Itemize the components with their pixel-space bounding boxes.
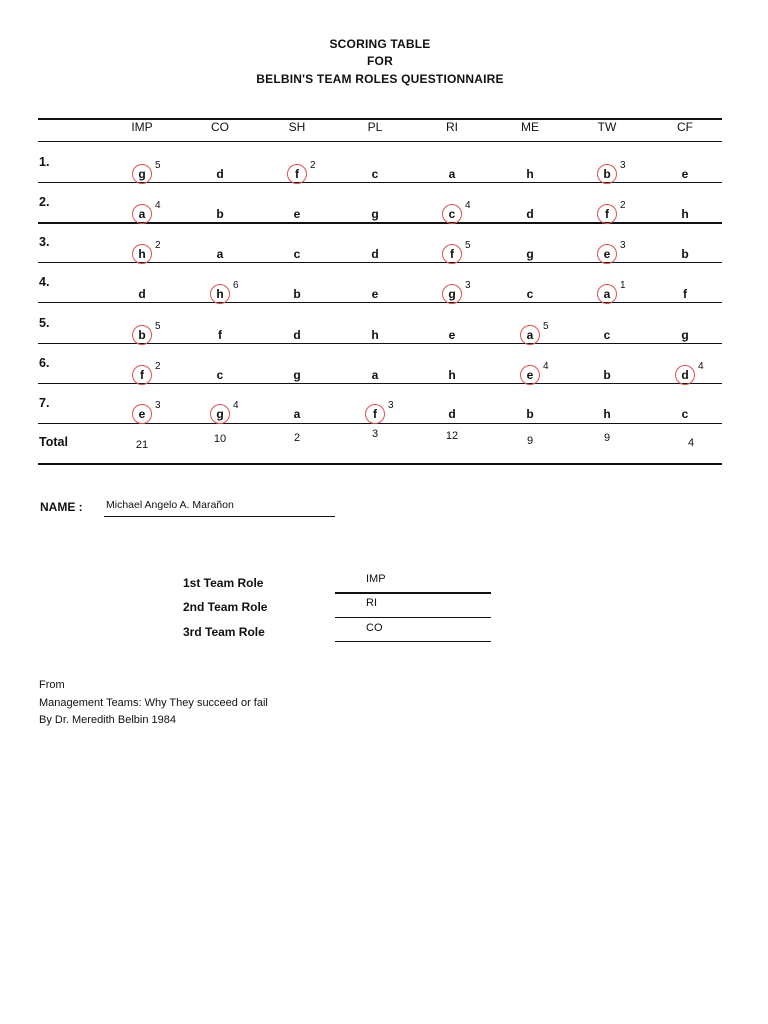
answer-letter: g xyxy=(681,328,689,342)
team-role-2-line xyxy=(335,617,491,618)
answer-cell xyxy=(441,280,471,304)
answer-letter: e xyxy=(526,368,534,382)
points-allocated: 1 xyxy=(620,280,626,291)
answer-letter: c xyxy=(603,328,611,342)
column-header-tw: TW xyxy=(597,120,617,134)
answer-cell xyxy=(441,325,471,345)
answer-letter: h xyxy=(681,207,689,221)
answer-cell xyxy=(131,361,161,385)
answer-cell xyxy=(209,365,239,385)
answer-cell xyxy=(441,365,471,385)
team-role-3-line xyxy=(335,641,491,642)
answer-cell xyxy=(209,204,239,224)
answer-cell xyxy=(674,244,704,264)
column-header-sh: SH xyxy=(288,120,306,134)
answer-letter: h xyxy=(448,368,456,382)
team-role-2-value: RI xyxy=(366,597,377,609)
answer-letter: e xyxy=(603,247,611,261)
points-allocated: 4 xyxy=(155,200,161,211)
column-header-co: CO xyxy=(211,120,229,134)
answer-letter: f xyxy=(373,407,377,421)
answer-letter: e xyxy=(138,407,146,421)
title-line-3: BELBIN'S TEAM ROLES QUESTIONNAIRE xyxy=(256,72,504,86)
answer-letter: g xyxy=(371,207,379,221)
table-rule-1 xyxy=(38,141,722,142)
team-role-3-label: 3rd Team Role xyxy=(183,625,265,639)
answer-letter: h xyxy=(526,167,534,181)
answer-letter: a xyxy=(216,247,224,261)
answer-letter: g xyxy=(293,368,301,382)
answer-letter: f xyxy=(140,368,144,382)
answer-cell xyxy=(519,204,549,224)
answer-letter: b xyxy=(293,287,301,301)
answer-cell xyxy=(286,160,316,184)
answer-cell xyxy=(519,404,549,424)
points-allocated: 5 xyxy=(155,321,161,332)
points-allocated: 3 xyxy=(620,160,626,171)
total-value-tw: 9 xyxy=(603,432,611,444)
answer-letter: d xyxy=(448,407,456,421)
name-label: NAME : xyxy=(40,500,83,514)
answer-letter: f xyxy=(450,247,454,261)
total-value-sh: 2 xyxy=(293,432,301,444)
answer-cell xyxy=(674,325,704,345)
answer-cell xyxy=(131,321,161,345)
answer-letter: a xyxy=(293,407,301,421)
row-number: 4. xyxy=(39,275,50,289)
answer-cell xyxy=(596,240,626,264)
answer-cell xyxy=(364,284,394,304)
team-role-1-line xyxy=(335,592,491,594)
source-line-2: Management Teams: Why They succeed or fail xyxy=(39,697,268,709)
answer-cell xyxy=(286,365,316,385)
answer-letter: d xyxy=(681,368,689,382)
title-line-2: FOR xyxy=(367,54,393,68)
answer-letter: d xyxy=(293,328,301,342)
answer-letter: e xyxy=(448,328,456,342)
points-allocated: 2 xyxy=(155,240,161,251)
points-allocated: 5 xyxy=(543,321,549,332)
answer-cell xyxy=(441,164,471,184)
answer-letter: f xyxy=(605,207,609,221)
answer-letter: b xyxy=(603,167,611,181)
answer-letter: h xyxy=(138,247,146,261)
answer-cell xyxy=(131,240,161,264)
answer-cell xyxy=(674,164,704,184)
answer-cell xyxy=(131,160,161,184)
total-value-cf: 4 xyxy=(687,437,695,449)
answer-cell xyxy=(209,244,239,264)
answer-cell xyxy=(519,164,549,184)
team-role-3-value: CO xyxy=(366,622,383,634)
answer-cell xyxy=(209,400,239,424)
answer-letter: b xyxy=(526,407,534,421)
row-number: 5. xyxy=(39,316,50,330)
answer-letter: h xyxy=(216,287,224,301)
answer-letter: c xyxy=(371,167,379,181)
answer-letter: f xyxy=(218,328,222,342)
answer-cell xyxy=(286,244,316,264)
answer-cell xyxy=(209,325,239,345)
answer-letter: b xyxy=(603,368,611,382)
answer-cell xyxy=(596,365,626,385)
answer-cell xyxy=(596,404,626,424)
answer-cell xyxy=(674,361,704,385)
column-header-me: ME xyxy=(521,120,539,134)
total-value-pl: 3 xyxy=(371,428,379,440)
source-line-3: By Dr. Meredith Belbin 1984 xyxy=(39,714,176,726)
answer-cell xyxy=(519,321,549,345)
answer-letter: h xyxy=(603,407,611,421)
answer-letter: a xyxy=(603,287,611,301)
answer-letter: b xyxy=(138,328,146,342)
answer-letter: d xyxy=(216,167,224,181)
answer-cell xyxy=(364,365,394,385)
answer-letter: d xyxy=(138,287,146,301)
points-allocated: 4 xyxy=(698,361,704,372)
answer-cell xyxy=(209,164,239,184)
answer-cell xyxy=(519,284,549,304)
answer-cell xyxy=(596,325,626,345)
answer-letter: a xyxy=(448,167,456,181)
points-allocated: 3 xyxy=(465,280,471,291)
answer-cell xyxy=(596,280,626,304)
answer-cell xyxy=(364,400,394,424)
answer-cell xyxy=(209,280,239,304)
row-number: 3. xyxy=(39,235,50,249)
answer-letter: c xyxy=(681,407,689,421)
points-allocated: 5 xyxy=(465,240,471,251)
row-number: 7. xyxy=(39,396,50,410)
points-allocated: 3 xyxy=(388,400,394,411)
column-header-ri: RI xyxy=(446,120,458,134)
points-allocated: 5 xyxy=(155,160,161,171)
team-role-1-label: 1st Team Role xyxy=(183,576,264,590)
answer-cell xyxy=(674,204,704,224)
answer-cell xyxy=(441,200,471,224)
source-line-1: From xyxy=(39,679,65,691)
points-allocated: 4 xyxy=(233,400,239,411)
answer-cell xyxy=(364,164,394,184)
row-number: 6. xyxy=(39,356,50,370)
name-underline xyxy=(104,516,335,517)
title-line-1: SCORING TABLE xyxy=(329,37,431,51)
answer-cell xyxy=(286,404,316,424)
answer-letter: a xyxy=(138,207,146,221)
row-number: 1. xyxy=(39,155,50,169)
answer-letter: e xyxy=(681,167,689,181)
answer-cell xyxy=(441,404,471,424)
answer-letter: g xyxy=(526,247,534,261)
total-value-imp: 21 xyxy=(135,439,149,451)
total-value-me: 9 xyxy=(526,435,534,447)
answer-letter: c xyxy=(526,287,534,301)
answer-cell xyxy=(364,325,394,345)
answer-letter: c xyxy=(216,368,224,382)
answer-letter: c xyxy=(293,247,301,261)
points-allocated: 2 xyxy=(620,200,626,211)
name-value: Michael Angelo A. Marañon xyxy=(106,499,234,511)
answer-cell xyxy=(286,204,316,224)
points-allocated: 3 xyxy=(155,400,161,411)
answer-letter: g xyxy=(138,167,146,181)
column-header-cf: CF xyxy=(677,120,693,134)
points-allocated: 3 xyxy=(620,240,626,251)
total-value-co: 10 xyxy=(213,433,227,445)
answer-cell xyxy=(519,361,549,385)
answer-letter: b xyxy=(681,247,689,261)
answer-cell xyxy=(519,244,549,264)
answer-letter: b xyxy=(216,207,224,221)
table-rule-9 xyxy=(38,463,722,465)
answer-cell xyxy=(286,325,316,345)
answer-cell xyxy=(364,244,394,264)
answer-letter: a xyxy=(371,368,379,382)
answer-cell xyxy=(674,404,704,424)
answer-cell xyxy=(596,160,626,184)
answer-letter: e xyxy=(293,207,301,221)
points-allocated: 6 xyxy=(233,280,239,291)
total-label: Total xyxy=(39,435,68,449)
answer-letter: d xyxy=(371,247,379,261)
answer-cell xyxy=(131,200,161,224)
points-allocated: 4 xyxy=(543,361,549,372)
answer-cell xyxy=(674,284,704,304)
points-allocated: 2 xyxy=(155,361,161,372)
total-value-ri: 12 xyxy=(445,430,459,442)
answer-letter: e xyxy=(371,287,379,301)
answer-letter: d xyxy=(526,207,534,221)
answer-letter: f xyxy=(295,167,299,181)
answer-letter: h xyxy=(371,328,379,342)
column-header-imp: IMP xyxy=(131,120,153,134)
answer-cell xyxy=(131,284,161,304)
answer-cell xyxy=(364,204,394,224)
column-header-pl: PL xyxy=(367,120,383,134)
team-role-2-label: 2nd Team Role xyxy=(183,600,268,614)
answer-letter: g xyxy=(448,287,456,301)
points-allocated: 4 xyxy=(465,200,471,211)
row-number: 2. xyxy=(39,195,50,209)
answer-letter: f xyxy=(683,287,687,301)
answer-cell xyxy=(596,200,626,224)
answer-cell xyxy=(286,284,316,304)
answer-letter: g xyxy=(216,407,224,421)
answer-cell xyxy=(441,240,471,264)
points-allocated: 2 xyxy=(310,160,316,171)
answer-letter: c xyxy=(448,207,456,221)
answer-cell xyxy=(131,400,161,424)
team-role-1-value: IMP xyxy=(366,573,386,585)
answer-letter: a xyxy=(526,328,534,342)
